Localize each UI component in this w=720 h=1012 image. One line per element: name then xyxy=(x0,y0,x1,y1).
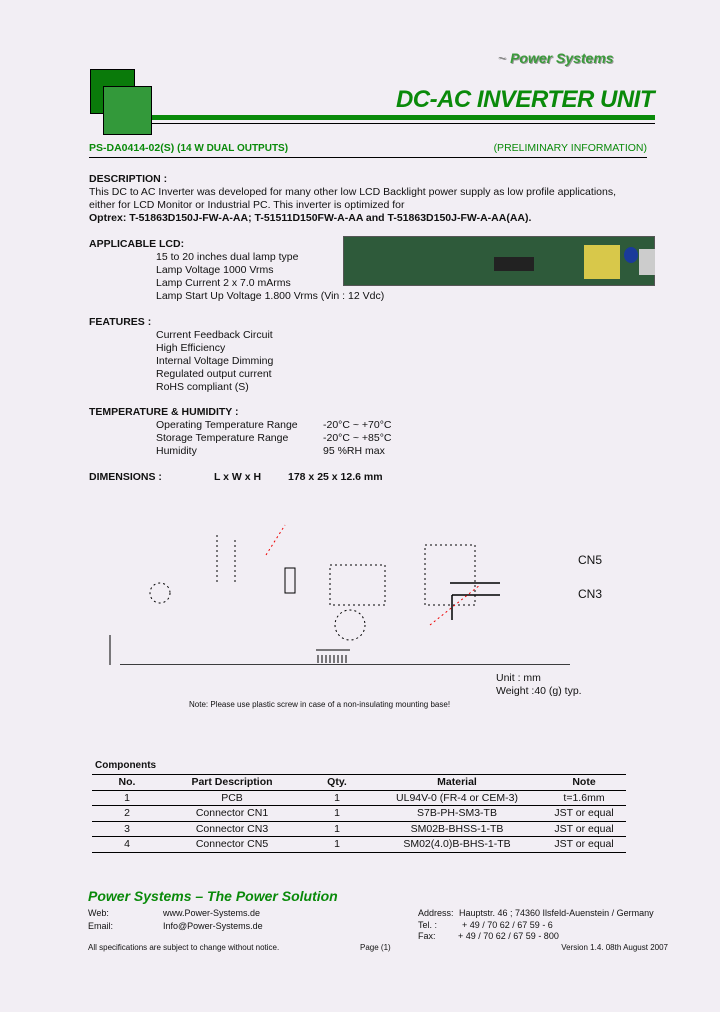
address-label: Address: xyxy=(418,908,454,918)
page-title: DC-AC INVERTER UNIT xyxy=(395,86,654,113)
page-number: Page (1) xyxy=(360,943,391,952)
temp-label: Storage Temperature Range xyxy=(156,432,289,444)
cn3-label: CN3 xyxy=(578,587,603,601)
cell: 1 xyxy=(302,821,372,837)
cell: 1 xyxy=(302,790,372,806)
version-info: Version 1.4. 08th August 2007 xyxy=(561,943,668,952)
temp-value: 95 %RH max xyxy=(323,445,385,457)
dimensions-value: 178 x 25 x 12.6 mm xyxy=(288,471,383,483)
tel-value: + 49 / 70 62 / 67 59 - 6 xyxy=(462,920,553,930)
temp-label: Humidity xyxy=(156,445,197,457)
column-header: No. xyxy=(92,775,162,791)
temp-value: -20°C ~ +70°C xyxy=(323,419,392,431)
dimensions-label: L x W x H xyxy=(214,471,262,483)
lcd-heading: APPLICABLE LCD: xyxy=(89,238,185,250)
cell: t=1.6mm xyxy=(542,790,626,806)
unit-label: Unit : mm xyxy=(496,672,541,684)
temp-value: -20°C ~ +85°C xyxy=(323,432,392,444)
column-header: Material xyxy=(372,775,542,791)
cell: 4 xyxy=(92,837,162,853)
feature-item: High Efficiency xyxy=(156,342,226,354)
cell: JST or equal xyxy=(542,821,626,837)
cell: 3 xyxy=(92,821,162,837)
fax-label: Fax: xyxy=(418,931,436,941)
cn5-label: CN5 xyxy=(578,553,603,567)
mechanical-drawing xyxy=(100,515,590,665)
feature-item: Current Feedback Circuit xyxy=(156,329,273,341)
feature-item: RoHS compliant (S) xyxy=(156,381,249,393)
product-photo xyxy=(343,236,655,286)
logo-square-light xyxy=(103,86,152,135)
footer-slogan: Power Systems – The Power Solution xyxy=(88,888,338,904)
cell: Connector CN1 xyxy=(162,806,302,822)
lcd-item: Lamp Current 2 x 7.0 mArms xyxy=(156,277,291,289)
web-label: Web: xyxy=(88,908,109,918)
company-logo: ~ Power Systems xyxy=(498,50,614,66)
temp-label: Operating Temperature Range xyxy=(156,419,298,431)
divider xyxy=(89,157,647,158)
lcd-item: Lamp Start Up Voltage 1.800 Vrms (Vin : 12 Vdc) xyxy=(156,290,385,302)
table-row xyxy=(92,806,626,822)
components-heading: Components xyxy=(95,760,157,771)
cell: JST or equal xyxy=(542,837,626,853)
cell: 1 xyxy=(302,837,372,853)
address-value: Hauptstr. 46 ; 74360 Ilsfeld-Auenstein / Germany xyxy=(459,908,654,918)
feature-item: Internal Voltage Dimming xyxy=(156,355,274,367)
description-text: This DC to AC Inverter was developed for many other low LCD Backlight power supply as low profile applications, xyxy=(89,186,616,198)
temperature-heading: TEMPERATURE & HUMIDITY : xyxy=(89,406,239,418)
cell: PCB xyxy=(162,790,302,806)
fax-value: + 49 / 70 62 / 67 59 - 800 xyxy=(458,931,559,941)
column-header: Qty. xyxy=(302,775,372,791)
description-models: Optrex: T-51863D150J-FW-A-AA; T-51511D150FW-A-AA and T-51863D150J-FW-A-AA(AA). xyxy=(89,212,532,224)
title-rule xyxy=(152,123,655,124)
table-row xyxy=(92,821,626,837)
email-link[interactable]: Info@Power-Systems.de xyxy=(163,921,263,931)
description-heading: DESCRIPTION : xyxy=(89,173,168,185)
tel-label: Tel. : xyxy=(418,920,438,930)
cell: SM02(4.0)B-BHS-1-TB xyxy=(372,837,542,853)
cell: Connector CN5 xyxy=(162,837,302,853)
email-label: Email: xyxy=(88,921,114,931)
cell: S7B-PH-SM3-TB xyxy=(372,806,542,822)
dimensions-heading: DIMENSIONS : xyxy=(89,471,162,483)
weight-label: Weight :40 (g) typ. xyxy=(496,685,582,697)
table-row xyxy=(92,837,626,853)
description-text: either for LCD Monitor or Industrial PC. This inverter is optimized for xyxy=(89,199,405,211)
features-heading: FEATURES : xyxy=(89,316,152,328)
preliminary-label: (PRELIMINARY INFORMATION) xyxy=(493,142,647,154)
cell: 2 xyxy=(92,806,162,822)
disclaimer: All specifications are subject to change without notice. xyxy=(88,943,280,952)
cell: 1 xyxy=(92,790,162,806)
cell: JST or equal xyxy=(542,806,626,822)
cell: UL94V-0 (FR-4 or CEM-3) xyxy=(372,790,542,806)
column-header: Note xyxy=(542,775,626,791)
lcd-item: Lamp Voltage 1000 Vrms xyxy=(156,264,274,276)
part-number: PS-DA0414-02(S) (14 W DUAL OUTPUTS) xyxy=(89,142,289,154)
cell: Connector CN3 xyxy=(162,821,302,837)
cell: SM02B-BHSS-1-TB xyxy=(372,821,542,837)
components-table xyxy=(92,774,626,853)
lcd-item: 15 to 20 inches dual lamp type xyxy=(156,251,299,263)
column-header: Part Description xyxy=(162,775,302,791)
title-green-rule xyxy=(152,115,655,120)
drawing-note: Note: Please use plastic screw in case of a non-insulating mounting base! xyxy=(189,700,451,709)
table-header xyxy=(92,775,626,791)
cell: 1 xyxy=(302,806,372,822)
feature-item: Regulated output current xyxy=(156,368,272,380)
web-link[interactable]: www.Power-Systems.de xyxy=(163,908,261,918)
table-row xyxy=(92,790,626,806)
